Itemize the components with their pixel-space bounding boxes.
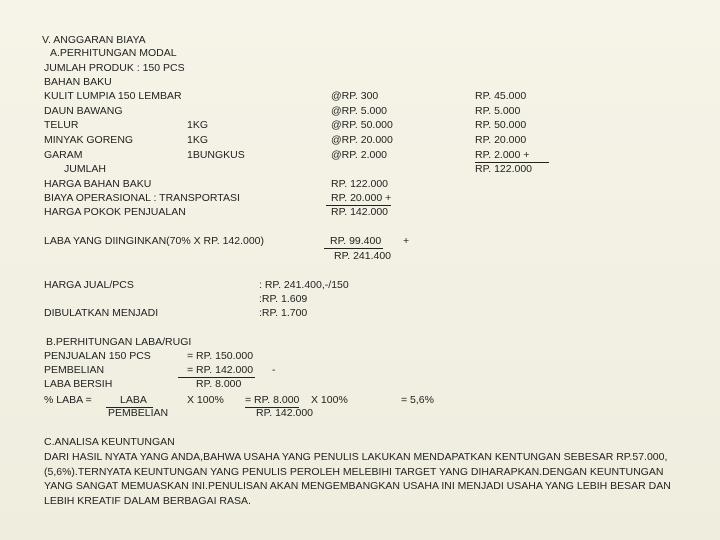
laba-plus-sign: + [403,235,410,247]
item-total: RP. 5.000 [475,105,521,117]
laba-diinginkan-value: RP. 99.400 [324,235,383,249]
item-total: RP. 20.000 [475,134,527,146]
item-qty: 1KG [187,134,209,146]
item-qty: 1KG [187,119,209,131]
item-qty: 1BUNGKUS [187,149,245,161]
laba-sum: RP. 241.400 [334,250,392,262]
item-name: GARAM [44,149,83,161]
biaya-operasional-label: BIAYA OPERASIONAL : TRANSPORTASI [44,192,240,204]
laba-rugi-subtitle: B.PERHITUNGAN LABA/RUGI [46,336,192,348]
penjualan-label: PENJUALAN 150 PCS [44,350,151,362]
item-unit-price: @RP. 2.000 [331,149,388,161]
item-unit-price: @RP. 300 [331,90,379,102]
item-unit-price: @RP. 5.000 [331,105,388,117]
analisa-paragraph: DARI HASIL NYATA YANG ANDA,BAHWA USAHA YANG PENULIS LAKUKAN MENDAPATKAN KENTUNGAN SEBESAR RP.57.000,(5,6%).TERNYATA KEUNTUNGAN YANG PENULIS PEROLEH MELEBIHI TARGET YANG DIHARAPKAN.DENGAN KEUNTUNGAN YANG SANGAT MEMUASKAN INI.PENULISAN AKAN MENGEMBANGKAN USAHA INI MENJADI USAHA YANG LEBIH BESAR DAN LEBIH KREATIF DALAM BERBAGAI RASA. [44,451,671,507]
section-title: V. ANGGARAN BIAYA [42,34,146,46]
item-name: TELUR [44,119,79,131]
item-name: KULIT LUMPIA 150 LEMBAR [44,90,182,102]
laba-diinginkan-label: LABA YANG DIINGINKAN(70% X RP. 142.000) [44,235,265,247]
hpp-label: HARGA POKOK PENJUALAN [44,206,186,218]
dibulatkan-value: :RP. 1.700 [259,307,308,319]
laba-bersih-label: LABA BERSIH [44,378,113,390]
times-100-percent: X 100% [187,394,224,406]
item-name: DAUN BAWANG [44,105,123,117]
pembelian-minus-sign: - [272,364,276,376]
laba-result: = 5,6% [401,394,434,406]
analisa-subtitle: C.ANALISA KEUNTUNGAN [44,436,175,448]
harga-jual-label: HARGA JUAL/PCS [44,279,134,291]
dibulatkan-label: DIBULATKAN MENJADI [44,307,159,319]
calc-numerator: = RP. 8.000 [245,394,300,406]
harga-jual-line2: :RP. 1.609 [259,293,308,305]
harga-bahan-label: HARGA BAHAN BAKU [44,178,152,190]
persen-laba-label: % LABA = [44,394,92,406]
hpp-value: RP. 142.000 [331,206,389,218]
item-total: RP. 50.000 [475,119,527,131]
item-total: RP. 45.000 [475,90,527,102]
fraction-numerator: LABA [106,394,153,408]
jumlah-produk: JUMLAH PRODUK : 150 PCS [44,62,185,74]
harga-bahan-value: RP. 122.000 [331,178,389,190]
modal-subtitle: A.PERHITUNGAN MODAL [50,47,177,59]
fraction-denominator: PEMBELIAN [108,407,169,419]
bahan-baku-heading: BAHAN BAKU [44,76,112,88]
laba-bersih-value: RP. 8.000 [196,378,242,390]
item-unit-price: @RP. 50.000 [331,119,393,131]
biaya-operasional-value: RP. 20.000 + [326,192,391,206]
jumlah-label: JUMLAH [64,163,107,175]
penjualan-value: = RP. 150.000 [187,350,254,362]
pembelian-label: PEMBELIAN [44,364,105,376]
item-name: MINYAK GORENG [44,134,134,146]
jumlah-total: RP. 122.000 [475,163,533,175]
harga-jual-line1: : RP. 241.400,-/150 [259,279,349,291]
calc-times: X 100% [311,394,348,406]
item-total: RP. 2.000 + [475,149,549,163]
item-unit-price: @RP. 20.000 [331,134,393,146]
pembelian-value: = RP. 142.000 [178,364,255,378]
calc-denominator: RP. 142.000 [256,407,314,419]
